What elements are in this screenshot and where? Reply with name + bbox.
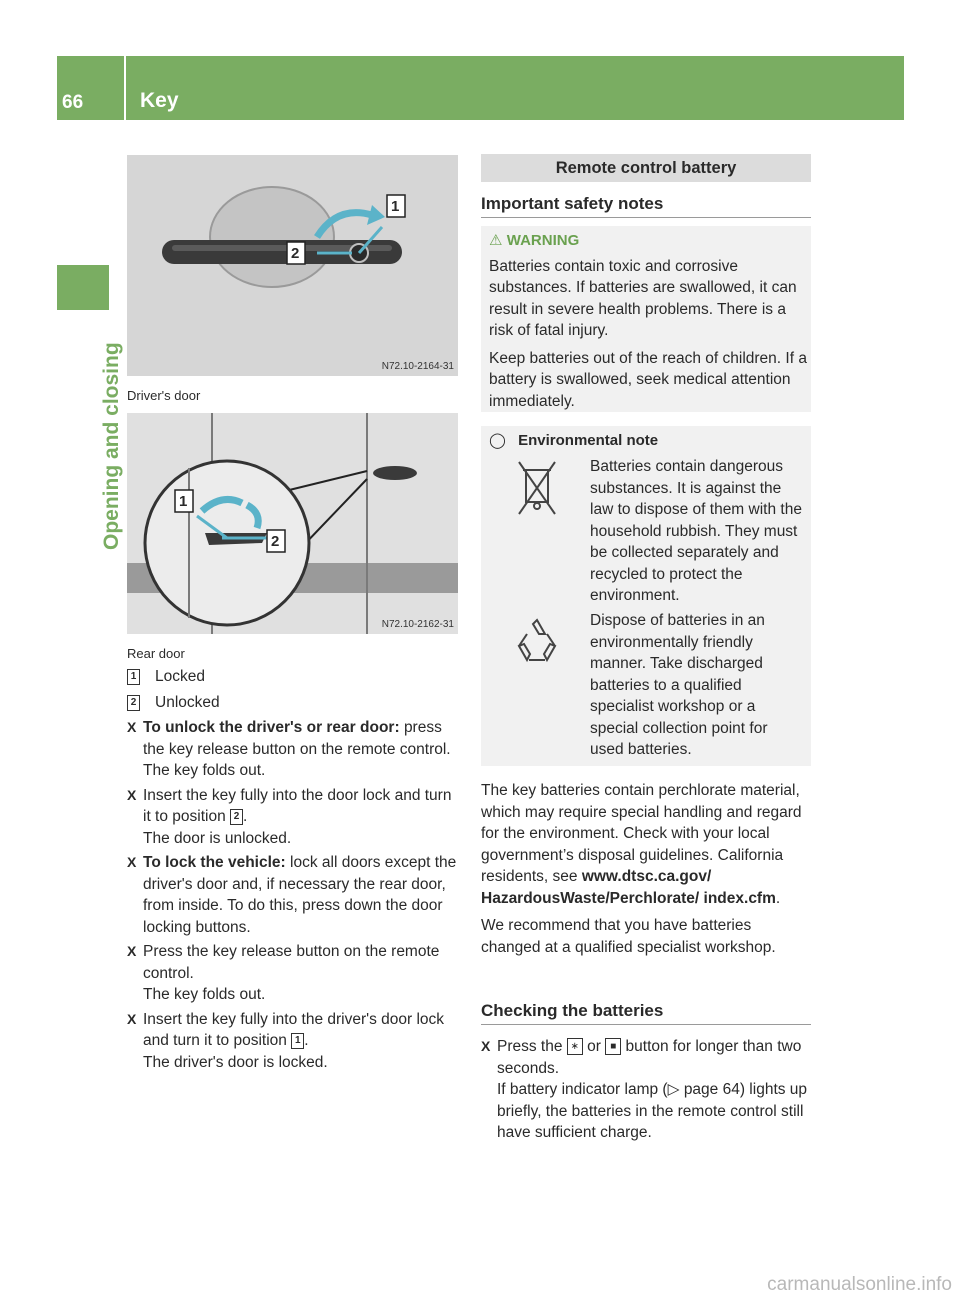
step-arrow-icon: X [127, 854, 137, 870]
figure-marker-1: 1 [391, 198, 400, 215]
figure-marker-1: 1 [179, 493, 188, 510]
figure-rear-door [127, 413, 458, 634]
heading-rule [481, 1024, 811, 1025]
step-text: Insert the key fully into the door lock and turn it to position [143, 786, 452, 825]
env-text-1: Batteries contain dangerous substances. It is against the law to dispose of them with the household rubbish. They must be collected separately and recycled to protect the environment. [590, 458, 802, 604]
perchlorate-paragraph [481, 780, 813, 964]
recycle-icon [511, 616, 563, 668]
warning-text: Keep batteries out of the reach of children. If a battery is swallowed, seek medical attention immediately. [489, 349, 807, 410]
figure-marker-2: 2 [291, 245, 300, 262]
step-text: Press the key release button on the remote control. [143, 943, 440, 982]
step-lead: To unlock the driver's or rear door: [143, 719, 400, 736]
figure-code: N72.10-2164-31 [381, 361, 454, 372]
step-arrow-icon: X [127, 1010, 137, 1027]
step-text: button for longer than two seconds. [497, 1038, 802, 1077]
step-punct: . [304, 1032, 309, 1049]
step-arrow-icon: X [127, 943, 137, 959]
environment-title: Environmental note [518, 432, 659, 449]
left-column [127, 666, 460, 1073]
warning-text: Batteries contain toxic and corrosive substances. If batteries are swallowed, it can result in severe health problems. There is a risk of fatal injury. [489, 257, 797, 339]
step-result: The key folds out. [143, 986, 266, 1003]
watermark: carmanualsonline.info [767, 1274, 952, 1295]
figure-code: N72.10-2162-31 [381, 619, 454, 630]
step-text: Insert the key fully into the driver's door lock and turn it to position [143, 1010, 445, 1049]
lock-icon: ■ [605, 1038, 621, 1055]
door-handle-illustration [127, 155, 458, 376]
env-header [489, 430, 807, 452]
step-text: Press the [497, 1038, 563, 1055]
step-lead: To lock the vehicle: [143, 854, 286, 871]
safety-heading: Important safety notes [481, 194, 664, 213]
recommend-text: We recommend that you have batteries changed at a qualified specialist workshop. [481, 917, 776, 956]
warning-triangle-icon: ⚠ [489, 232, 503, 249]
position-number: 2 [230, 809, 243, 825]
side-tab [57, 265, 109, 310]
step-unlock-door [127, 717, 460, 782]
figure-drivers-door [127, 155, 458, 376]
step-result: If battery indicator lamp ( [497, 1081, 668, 1098]
legend-label: Locked [155, 668, 205, 685]
section-banner: Remote control battery [481, 154, 811, 182]
unlock-icon: ∗ [567, 1038, 583, 1055]
legend-label: Unlocked [155, 693, 220, 711]
step-text: lock all doors except the driver's door and, if necessary the rear door, from inside. To do this, press down the door locking buttons. [143, 854, 457, 936]
env-text-2: Dispose of batteries in an environmentally friendly manner. Take discharged batteries to a qualified specialist workshop or a special collection point for used batteries. [590, 612, 768, 758]
step-punct: . [243, 808, 248, 825]
crossed-bin-icon [517, 460, 557, 518]
step-text: press the key release button on the remote control. [143, 719, 451, 758]
header-bar [57, 56, 904, 120]
warning-box [481, 226, 811, 412]
perchlorate-end: . [775, 889, 781, 907]
checking-step [481, 1033, 813, 1144]
legend-item [127, 666, 460, 688]
step-lock-vehicle [127, 852, 460, 938]
step-insert-key-lock [127, 1009, 460, 1074]
page-number: 66 [62, 92, 84, 113]
step-arrow-icon: X [127, 719, 137, 735]
step-arrow-icon: X [481, 1038, 491, 1054]
environment-bulb-icon: ◯ [489, 432, 506, 449]
side-chapter-label: Opening and closing [100, 342, 123, 550]
perchlorate-link[interactable]: www.dtsc.ca.gov/ HazardousWaste/Perchlorate/ index.cfm [481, 868, 776, 907]
page-ref[interactable]: page 64 [683, 1081, 740, 1098]
step-arrow-icon: X [127, 786, 137, 803]
page-ref-arrow-icon: ▷ [667, 1081, 684, 1098]
rear-door-illustration [127, 413, 458, 634]
step-insert-key-unlock [127, 785, 460, 850]
perchlorate-text: The key batteries contain perchlorate material, which may require special handling and regard for the environment. Check with your local government’s disposal guidelines. California residents, see [481, 782, 802, 885]
step-text: or [587, 1038, 601, 1055]
warning-title: WARNING [506, 232, 580, 249]
header-divider [124, 56, 126, 120]
step-result: The key folds out. [143, 762, 266, 779]
environmental-box [481, 426, 811, 766]
step-result: ) lights up briefly, the batteries in the remote control still have sufficient charge. [497, 1081, 808, 1141]
legend-number: 2 [127, 695, 140, 711]
legend-item [127, 692, 460, 714]
step-result: The driver's door is locked. [143, 1053, 328, 1071]
warning-content [489, 230, 807, 418]
position-number: 1 [291, 1033, 304, 1049]
figure-caption: Rear door [127, 646, 185, 661]
checking-heading: Checking the batteries [481, 1001, 664, 1020]
step-press-release [127, 941, 460, 1006]
section-title: Key [140, 89, 179, 112]
legend-number: 1 [127, 669, 140, 685]
heading-rule [481, 217, 811, 218]
step-result: The door is unlocked. [143, 829, 292, 847]
step-press-button [481, 1036, 813, 1144]
figure-marker-2: 2 [271, 533, 280, 550]
figure-caption: Driver's door [127, 388, 201, 403]
